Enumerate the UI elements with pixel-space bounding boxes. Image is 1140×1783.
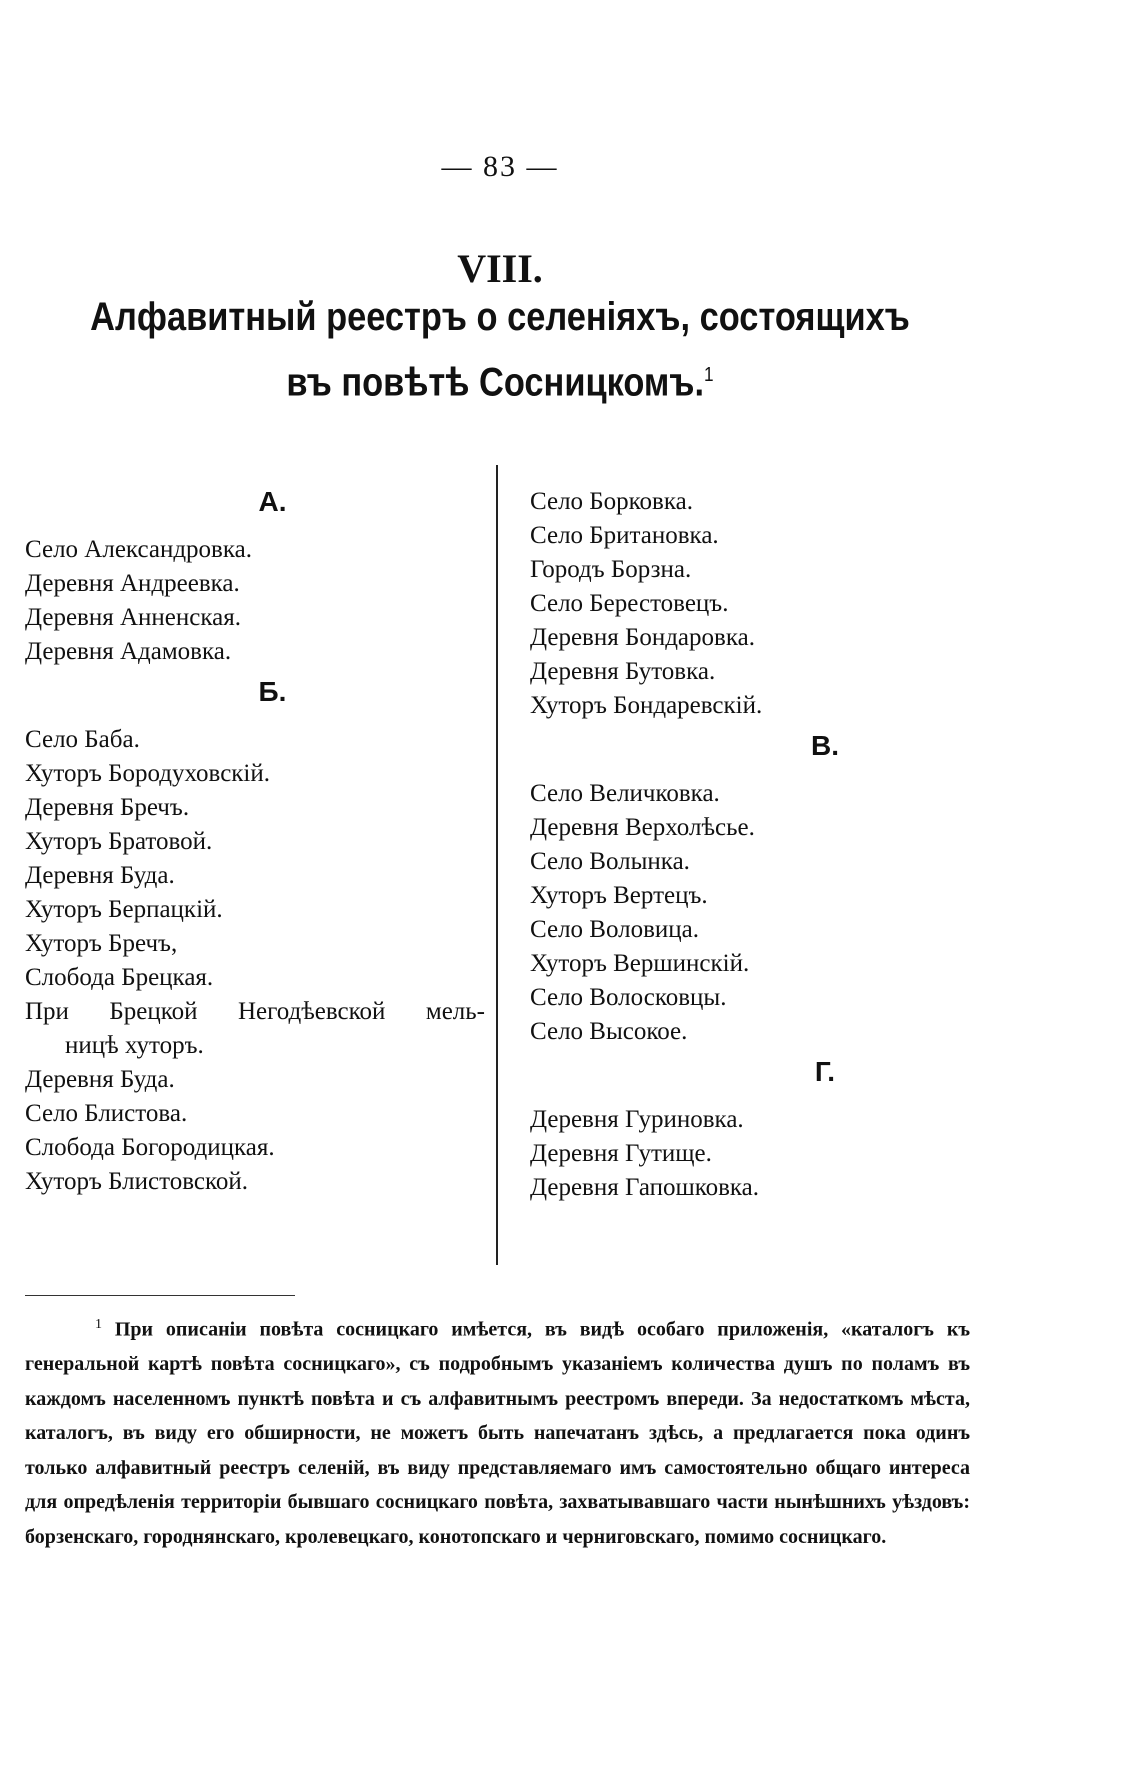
list-item: Деревня Бречъ.	[25, 794, 190, 821]
list-item: Слобода Богородицкая.	[25, 1134, 275, 1161]
list-item: Деревня Верхолѣсье.	[530, 814, 755, 841]
list-item: Городъ Борзна.	[530, 556, 692, 583]
list-item: Деревня Андреевка.	[25, 570, 240, 597]
list-item: Хуторъ Вершинскій.	[530, 950, 750, 977]
list-item: Слобода Брецкая.	[25, 964, 214, 991]
list-item: Хуторъ Бречъ,	[25, 930, 178, 957]
title-text: Алфавитный реестръ о селеніяхъ, состоящихъ въ повѣтѣ Сосницкомъ.	[90, 295, 910, 405]
list-item: Хуторъ Блистовской.	[25, 1168, 248, 1195]
list-item: Село Высокое.	[530, 1018, 688, 1045]
list-item-continuation: ницѣ хуторъ.	[65, 1032, 204, 1059]
list-item: Хуторъ Бондаревскій.	[530, 692, 763, 719]
list-item: Деревня Гуриновка.	[530, 1106, 744, 1133]
list-item: Село Величковка.	[530, 780, 720, 807]
letter-heading-a: А.	[258, 486, 287, 517]
letter-heading-g: Г.	[814, 1056, 836, 1087]
page-title	[87, 288, 913, 411]
list-item: Хуторъ Братовой.	[25, 828, 213, 855]
list-item: Село Воловица.	[530, 916, 700, 943]
page-number: — 83 —	[441, 150, 559, 183]
list-item: Село Блистова.	[25, 1100, 188, 1127]
footnote	[25, 1308, 970, 1554]
list-item: Деревня Гапошковка.	[530, 1174, 760, 1201]
list-item: Село Волынка.	[530, 848, 690, 875]
section-number: VIII.	[457, 246, 543, 291]
list-item: Деревня Анненская.	[25, 604, 241, 631]
list-item: Село Баба.	[25, 726, 140, 753]
list-item: Деревня Буда.	[25, 862, 175, 889]
list-item: При Брецкой Негодѣевской мель-	[25, 998, 485, 1025]
list-item: Деревня Гутище.	[530, 1140, 712, 1167]
left-column	[25, 485, 485, 1199]
footnote-marker: 1	[95, 1317, 102, 1332]
list-item: Хуторъ Берпацкій.	[25, 896, 223, 923]
footnote-text: При описаніи повѣта сосницкаго имѣется, въ видѣ особаго приложенія, «каталогъ къ генеральной картѣ повѣта сосницкаго», съ подробнымъ указаніемъ количества душъ по поламъ въ каждомъ населенномъ пунктѣ повѣта и съ алфавитнымъ реестромъ впереди. За недостаткомъ мѣста, каталогъ, въ виду его обширности, не можетъ быть напечатанъ здѣсь, а предлагается пока одинъ только алфавитный реестръ селеній, въ виду представляемаго имъ самостоятельно общаго интереса для опредѣленія территоріи бывшаго сосницкаго повѣта, захватывавшаго части нынѣшнихъ уѣздовъ: борзенскаго, городнянскаго, кролевецкаго, конотопскаго и черниговскаго, помимо сосницкаго.	[25, 1318, 970, 1548]
right-column	[530, 485, 970, 1205]
title-footnote-marker: 1	[704, 364, 714, 386]
letter-heading-b: Б.	[258, 676, 287, 707]
list-item: Село Британовка.	[530, 522, 719, 549]
list-item: Село Борковка.	[530, 488, 693, 515]
list-item: Деревня Бутовка.	[530, 658, 716, 685]
list-item: Село Александровка.	[25, 536, 252, 563]
list-item: Деревня Бондаровка.	[530, 624, 755, 651]
footnote-rule	[25, 1295, 295, 1296]
list-item: Село Берестовецъ.	[530, 590, 729, 617]
list-item: Село Волосковцы.	[530, 984, 727, 1011]
list-item: Хуторъ Вертецъ.	[530, 882, 708, 909]
list-item: Деревня Буда.	[25, 1066, 175, 1093]
letter-heading-v: В.	[811, 730, 839, 761]
list-item: Хуторъ Бородуховскій.	[25, 760, 271, 787]
list-item: Деревня Адамовка.	[25, 638, 232, 665]
column-divider	[496, 465, 498, 1265]
